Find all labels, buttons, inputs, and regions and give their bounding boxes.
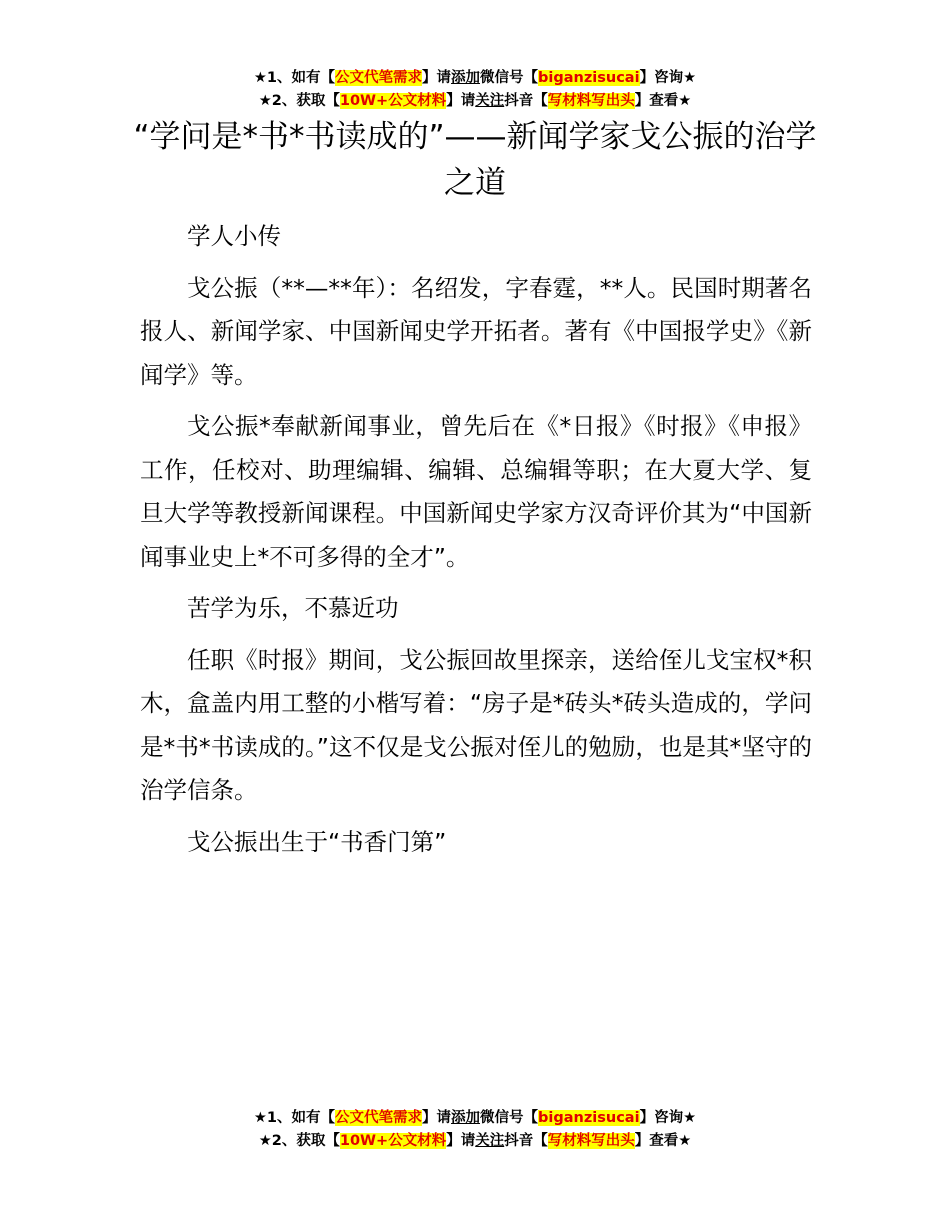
banner-emphasis: 添加 — [451, 1110, 481, 1126]
banner-highlight: 写材料写出头 — [547, 93, 635, 109]
banner-emphasis: 关注 — [475, 1133, 505, 1149]
section-heading: 学人小传 — [187, 222, 281, 250]
banner-highlight: 10W+公文材料 — [339, 93, 447, 109]
banner-text: ★2、获取【 — [258, 1133, 340, 1149]
banner-highlight: 公文代笔需求 — [335, 1110, 423, 1126]
banner-text: 】请 — [422, 1110, 452, 1126]
banner-text: 抖音【 — [504, 1133, 548, 1149]
banner-text: 】请 — [422, 70, 452, 86]
body-paragraph: 戈公振（**—**年）：名绍发，字春霆，**人。民国时期著名报人、新闻学家、中国新闻史学开拓者。著有《中国报学史》《新闻学》等。 — [140, 273, 812, 389]
banner-text: 】请 — [446, 93, 476, 109]
document-body — [140, 215, 812, 872]
footer-banner — [0, 1107, 950, 1153]
banner-text: 抖音【 — [504, 93, 548, 109]
banner-emphasis: 关注 — [475, 93, 505, 109]
banner-text: 】咨询★ — [639, 70, 697, 86]
header-banner — [0, 67, 950, 113]
banner-text: 微信号【 — [480, 1110, 539, 1126]
banner-text: ★1、如有【 — [253, 70, 336, 86]
banner-line-1 — [0, 67, 950, 90]
banner-highlight: biganzisucai — [538, 70, 640, 86]
banner-emphasis: 添加 — [451, 70, 481, 86]
body-paragraph: 任职《时报》期间，戈公振回故里探亲，送给侄儿戈宝权*积木，盒盖内用工整的小楷写着：“房子是*砖头*砖头造成的，学问是*书*书读成的。”这不仅是戈公振对侄儿的勉励，也是其*坚守的治学信条。 — [140, 645, 812, 804]
banner-text: 】咨询★ — [639, 1110, 697, 1126]
banner-text: 】查看★ — [634, 1133, 692, 1149]
banner-text: 微信号【 — [480, 70, 539, 86]
document-title: “学问是*书*书读成的”——新闻学家戈公振的治学之道 — [133, 119, 817, 201]
banner-highlight: 写材料写出头 — [547, 1133, 635, 1149]
banner-line-2 — [0, 1130, 950, 1153]
banner-highlight: biganzisucai — [538, 1110, 640, 1126]
banner-highlight: 10W+公文材料 — [339, 1133, 447, 1149]
body-paragraph: 戈公振*奉献新闻事业，曾先后在《*日报》《时报》《申报》工作，任校对、助理编辑、编辑、总编辑等职；在大夏大学、复旦大学等教授新闻课程。中国新闻史学家方汉奇评价其为“中国新闻事业史上*不可多得的全才”。 — [140, 412, 812, 571]
section-heading: 苦学为乐，不慕近功 — [187, 594, 399, 622]
banner-text: ★2、获取【 — [258, 93, 340, 109]
body-paragraph: 戈公振出生于“书香门第” — [187, 827, 447, 856]
banner-text: ★1、如有【 — [253, 1110, 336, 1126]
banner-line-2 — [0, 90, 950, 113]
banner-text: 】请 — [446, 1133, 476, 1149]
banner-line-1 — [0, 1107, 950, 1130]
banner-highlight: 公文代笔需求 — [335, 70, 423, 86]
banner-text: 】查看★ — [634, 93, 692, 109]
